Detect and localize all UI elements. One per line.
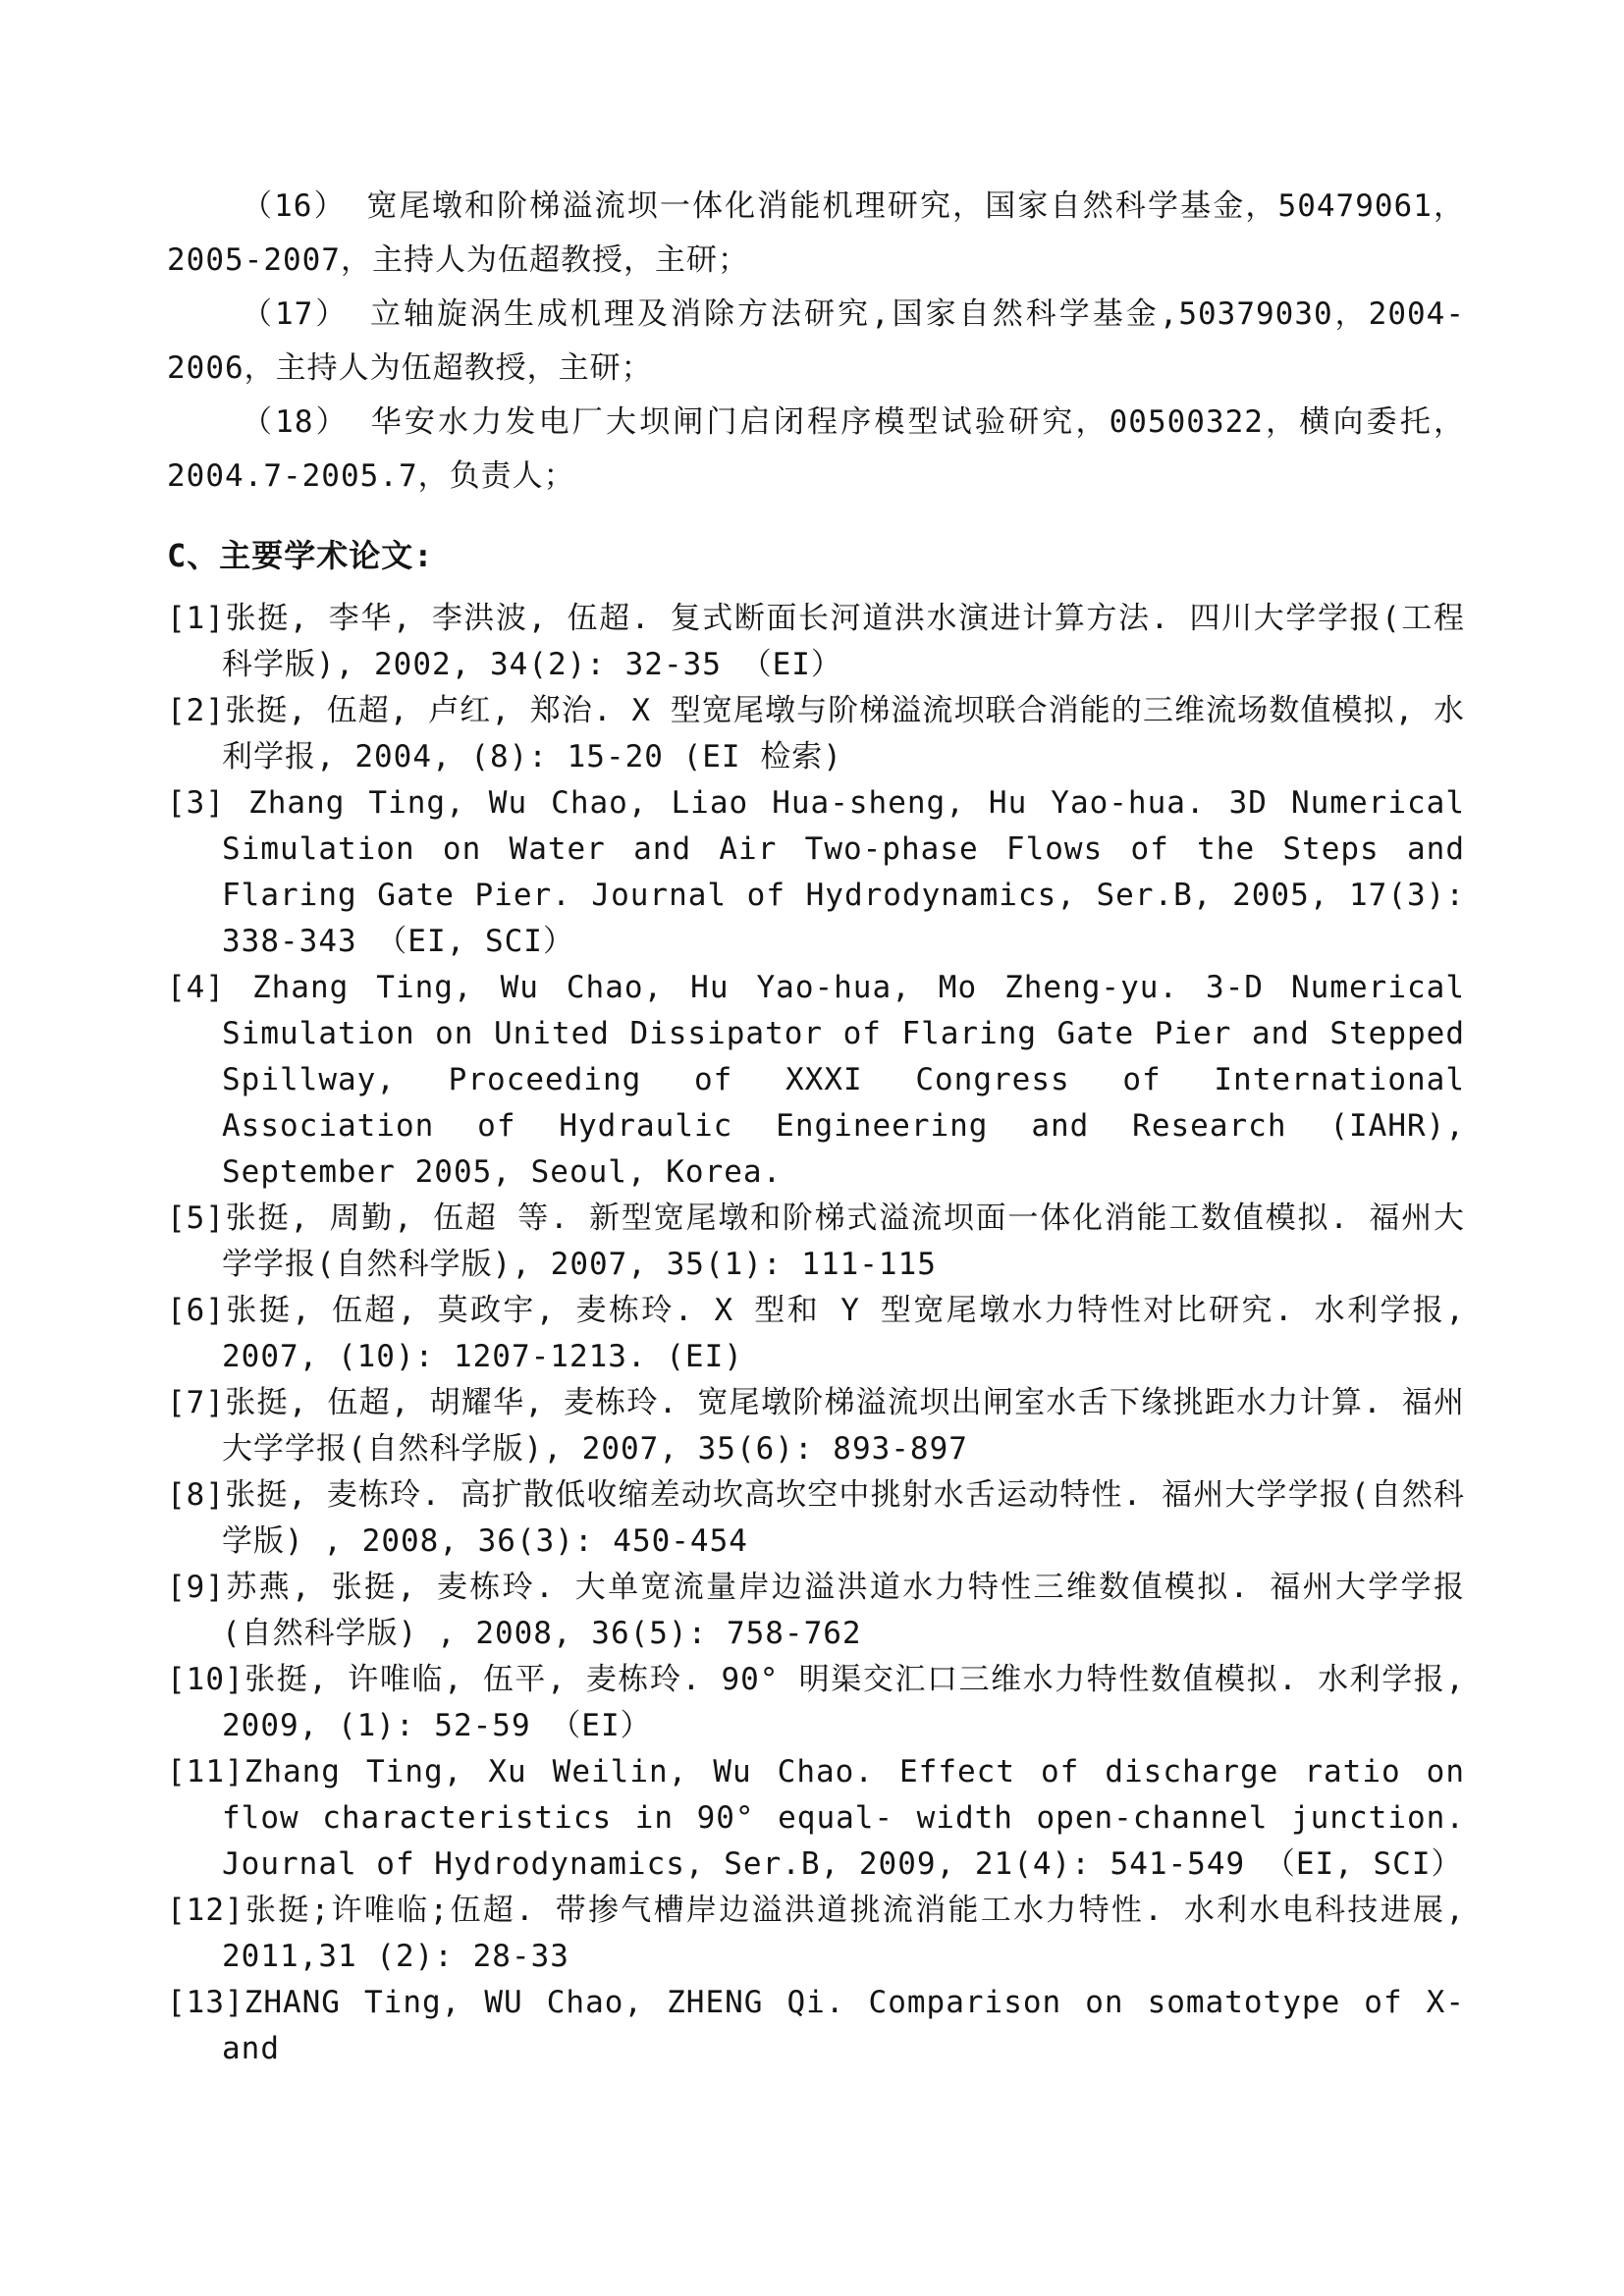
reference-marker: [10] xyxy=(167,1662,244,1697)
reference-text: Zhang Ting, Wu Chao, Hu Yao-hua, Mo Zheng-yu. 3-D Numerical Simulation on United Dissipator of Flaring Gate Pier and Stepped Spillway, Proceeding of XXXI Congress of International Association of Hydraulic Engineering and Research (IAHR), September 2005, Seoul, Korea. xyxy=(222,970,1465,1190)
reference-marker: [5] xyxy=(167,1201,225,1236)
reference-item-9 xyxy=(167,1565,1465,1657)
reference-item-4 xyxy=(167,965,1465,1196)
reference-marker: [8] xyxy=(167,1477,225,1513)
reference-item-5 xyxy=(167,1196,1465,1288)
reference-marker: [4] xyxy=(167,970,225,1005)
reference-text: 张挺;许唯临;伍超. 带掺气槽岸边溢洪道挑流消能工水力特性. 水利水电科技进展, 2011,31 (2): 28-33 xyxy=(222,1893,1465,1974)
reference-item-11 xyxy=(167,1749,1465,1888)
project-item-16: （16） 宽尾墩和阶梯溢流坝一体化消能机理研究，国家自然科学基金，50479061，2005-2007，主持人为伍超教授，主研； xyxy=(167,188,1465,278)
references-list xyxy=(167,596,1465,2072)
reference-item-10 xyxy=(167,1657,1465,1749)
project-item-17: （17） 立轴旋涡生成机理及消除方法研究,国家自然科学基金,50379030，2004-2006，主持人为伍超教授，主研； xyxy=(167,296,1465,386)
reference-marker: [2] xyxy=(167,693,225,728)
reference-item-12 xyxy=(167,1888,1465,1980)
reference-text: 张挺, 李华, 李洪波, 伍超. 复式断面长河道洪水演进计算方法. 四川大学学报(工程科学版), 2002, 34(2): 32-35 （EI） xyxy=(222,601,1465,682)
reference-text: 张挺, 伍超, 卢红, 郑治. X 型宽尾墩与阶梯溢流坝联合消能的三维流场数值模拟, 水利学报, 2004, (8): 15-20 (EI 检索) xyxy=(222,693,1465,774)
reference-marker: [1] xyxy=(167,601,225,636)
reference-text: Zhang Ting, Xu Weilin, Wu Chao. Effect of discharge ratio on flow characteristics in 90° equal- width open-channel junction. Journal of Hydrodynamics, Ser.B, 2009, 21(4): 541-549 （EI, SCI） xyxy=(222,1754,1465,1882)
reference-text: ZHANG Ting, WU Chao, ZHENG Qi. Comparison on somatotype of X- and xyxy=(222,1985,1465,2066)
projects-section xyxy=(167,180,1465,504)
reference-marker: [13] xyxy=(167,1985,244,2020)
reference-marker: [9] xyxy=(167,1570,225,1605)
reference-item-13 xyxy=(167,1980,1465,2072)
reference-text: 张挺, 麦栋玲. 高扩散低收缩差动坎高坎空中挑射水舌运动特性. 福州大学学报(自然科学版) , 2008, 36(3): 450-454 xyxy=(222,1477,1465,1559)
reference-item-1 xyxy=(167,596,1465,688)
reference-text: Zhang Ting, Wu Chao, Liao Hua-sheng, Hu Yao-hua. 3D Numerical Simulation on Water and Air Two-phase Flows of the Steps and Flaring Gate Pier. Journal of Hydrodynamics, Ser.B, 2005, 17(3): 338-343 （EI, SCI） xyxy=(222,785,1465,959)
reference-marker: [3] xyxy=(167,785,225,821)
reference-text: 张挺, 周勤, 伍超 等. 新型宽尾墩和阶梯式溢流坝面一体化消能工数值模拟. 福州大学学报(自然科学版), 2007, 35(1): 111-115 xyxy=(222,1201,1465,1282)
reference-item-8 xyxy=(167,1472,1465,1565)
reference-marker: [11] xyxy=(167,1754,244,1789)
project-item-18: （18） 华安水力发电厂大坝闸门启闭程序模型试验研究，00500322，横向委托，2004.7-2005.7，负责人； xyxy=(167,404,1465,494)
reference-item-3 xyxy=(167,780,1465,965)
reference-text: 张挺, 伍超, 胡耀华, 麦栋玲. 宽尾墩阶梯溢流坝出闸室水舌下缘挑距水力计算. 福州大学学报(自然科学版), 2007, 35(6): 893-897 xyxy=(222,1385,1465,1467)
reference-marker: [12] xyxy=(167,1893,244,1928)
reference-text: 张挺, 伍超, 莫政宇, 麦栋玲. X 型和 Y 型宽尾墩水力特性对比研究. 水利学报, 2007, (10): 1207-1213. (EI) xyxy=(222,1293,1465,1374)
reference-item-2 xyxy=(167,688,1465,780)
reference-text: 张挺, 许唯临, 伍平, 麦栋玲. 90° 明渠交汇口三维水力特性数值模拟. 水利学报, 2009, (1): 52-59 （EI） xyxy=(222,1662,1465,1743)
reference-text: 苏燕, 张挺, 麦栋玲. 大单宽流量岸边溢洪道水力特性三维数值模拟. 福州大学学报(自然科学版) , 2008, 36(5): 758-762 xyxy=(222,1570,1465,1651)
reference-marker: [6] xyxy=(167,1293,225,1328)
reference-item-6 xyxy=(167,1288,1465,1380)
reference-marker: [7] xyxy=(167,1385,225,1420)
section-heading: C、主要学术论文: xyxy=(167,537,434,574)
reference-item-7 xyxy=(167,1380,1465,1472)
